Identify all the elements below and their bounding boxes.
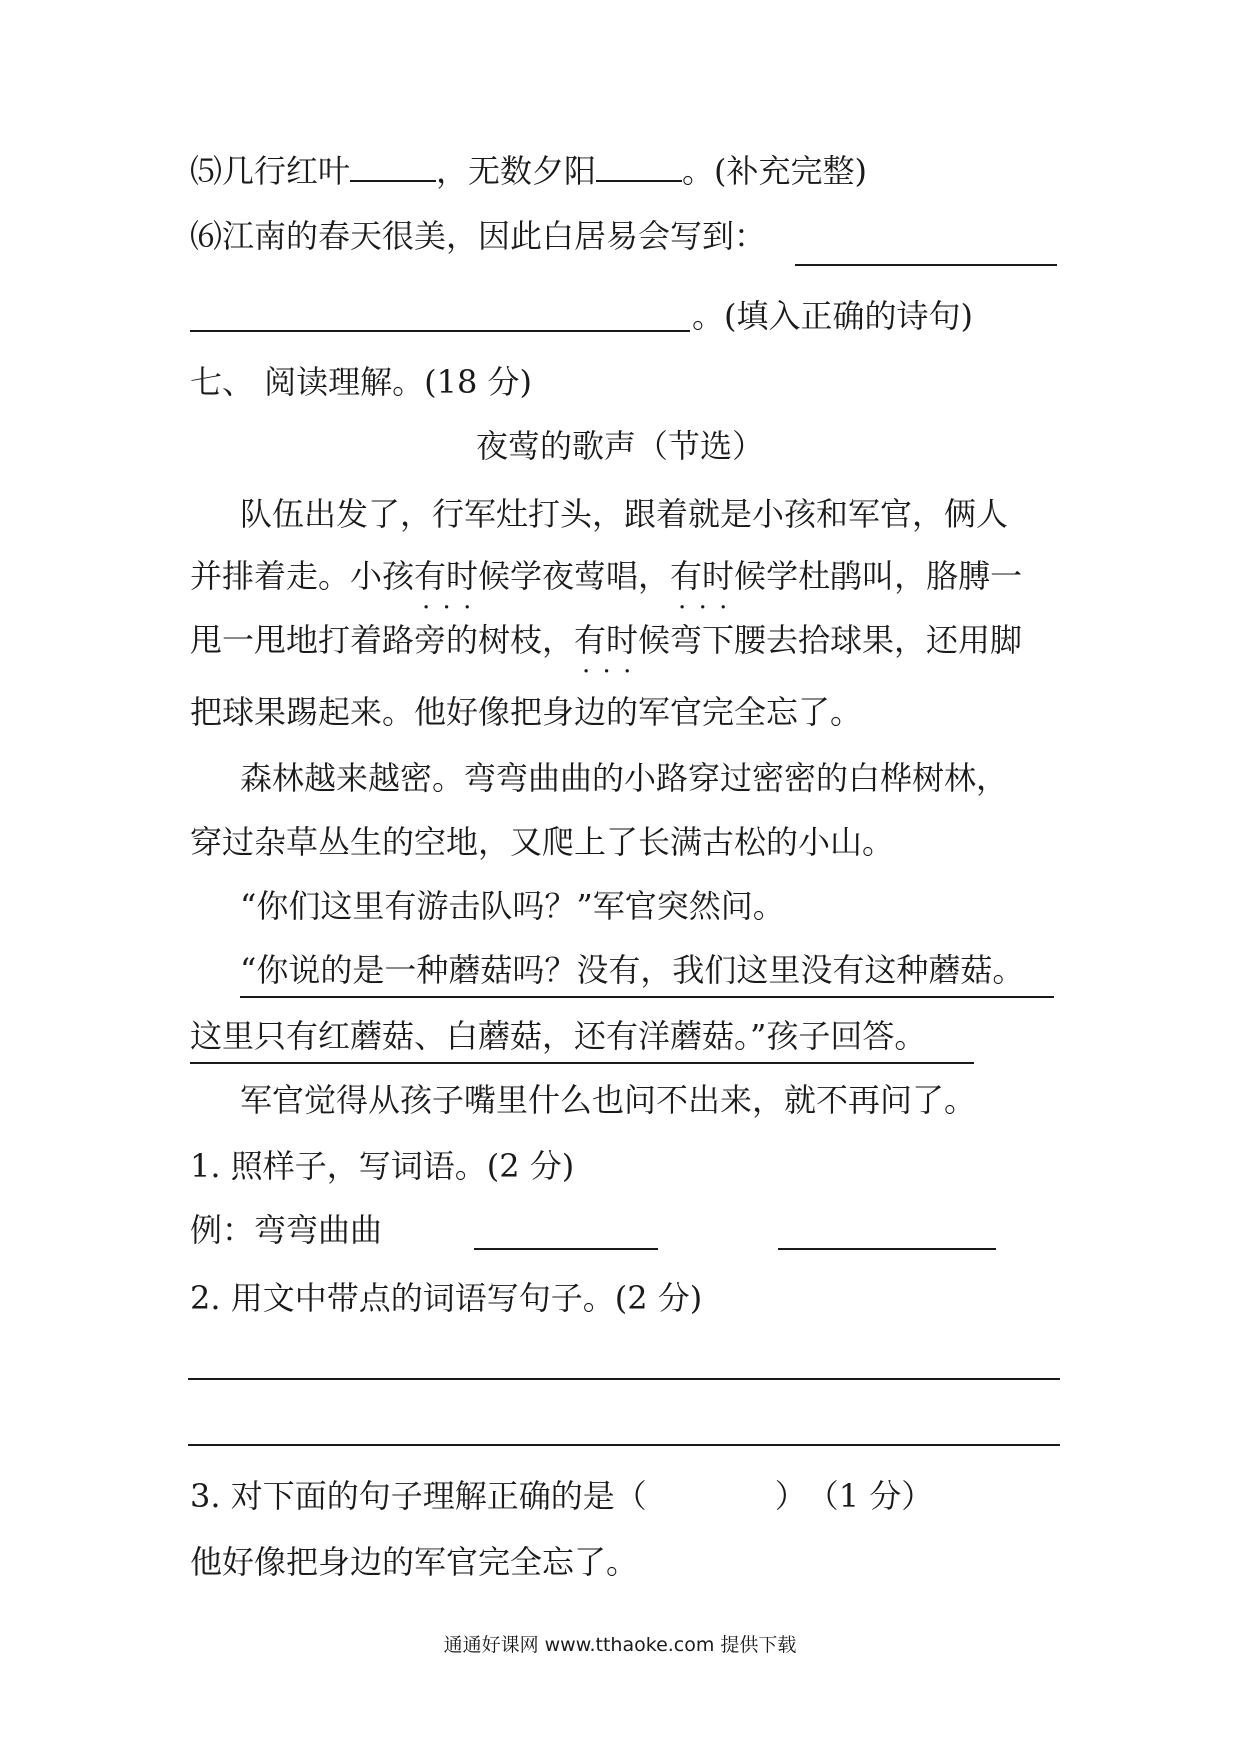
footer: 通通好课网 www.tthaoke.com 提供下载	[443, 1634, 797, 1656]
q5-middle: ，无数夕阳	[436, 152, 597, 190]
p1-line-3	[190, 620, 1022, 660]
q6-text: ⑹江南的春天很美，因此白居易会写到：	[190, 217, 767, 255]
p3-line: “你们这里有游击队吗？”军官突然问。	[240, 887, 785, 925]
p1-l2-c: 学杜鹃叫，胳膊一	[766, 557, 1023, 595]
dotted-word-1: 有时候 · · ·	[414, 556, 510, 596]
dotted-word-2: 有时候 · · ·	[670, 556, 766, 596]
p1-line-2	[190, 556, 1022, 596]
p5-line: 军官觉得从孩子嘴里什么也问不出来，就不再问了。	[240, 1081, 977, 1119]
question-2: 2. 用文中带点的词语写句子。(2 分)	[190, 1279, 703, 1317]
q3-sentence: 他好像把身边的军官完全忘了。	[190, 1543, 639, 1581]
p4-line-1	[240, 950, 1054, 998]
q5-suffix: 。(补充完整)	[682, 152, 868, 190]
p2-line-1: 森林越来越密。弯弯曲曲的小路穿过密密的白桦树林，	[240, 759, 1009, 797]
q5-blank-1[interactable]	[350, 150, 436, 182]
p1-line-4: 把球果踢起来。他好像把身边的军官完全忘了。	[190, 693, 863, 731]
q1-example: 例：弯弯曲曲	[190, 1211, 383, 1249]
p1-l2-b: 学夜莺唱，	[510, 557, 671, 595]
q2-answer-line-2[interactable]	[188, 1444, 1060, 1446]
p1-l2-a: 并排着走。小孩	[190, 557, 415, 595]
q6-blank-1[interactable]	[795, 264, 1057, 266]
question-1: 1. 照样子，写词语。(2 分)	[190, 1147, 575, 1185]
passage-title: 夜莺的歌声（节选）	[475, 427, 764, 465]
p1-line-1: 队伍出发了，行军灶打头，跟着就是小孩和军官，俩人	[240, 495, 1009, 533]
q5-blank-2[interactable]	[596, 150, 682, 182]
q1-blank-2[interactable]	[778, 1248, 996, 1250]
q6-blank-2[interactable]	[190, 330, 690, 332]
dotted-word-3: 有时候 · · ·	[574, 620, 670, 660]
q6-suffix: 。(填入正确的诗句)	[692, 297, 973, 335]
p4-line-2	[190, 1016, 974, 1064]
q2-answer-line-1[interactable]	[188, 1378, 1060, 1380]
p2-line-2: 穿过杂草丛生的空地，又爬上了长满古松的小山。	[190, 823, 895, 861]
q1-blank-1[interactable]	[474, 1248, 658, 1250]
p4-underlined-1: “你说的是一种蘑菇吗？没有，我们这里没有这种蘑菇。	[240, 950, 1054, 998]
question-3: 3. 对下面的句子理解正确的是（ ） （1 分）	[190, 1477, 934, 1515]
section-7-heading: 七、 阅读理解。(18 分)	[190, 363, 533, 401]
p1-l3-a: 甩一甩地打着路旁的树枝，	[190, 621, 575, 659]
question-5	[190, 150, 867, 191]
question-6-line1	[190, 216, 766, 256]
q5-prefix: ⑸几行红叶	[190, 152, 351, 190]
p4-underlined-2: 这里只有红蘑菇、白蘑菇，还有洋蘑菇。”孩子回答。	[190, 1016, 974, 1064]
p1-l3-b: 弯下腰去拾球果，还用脚	[670, 621, 1023, 659]
question-6-line2	[692, 296, 973, 336]
